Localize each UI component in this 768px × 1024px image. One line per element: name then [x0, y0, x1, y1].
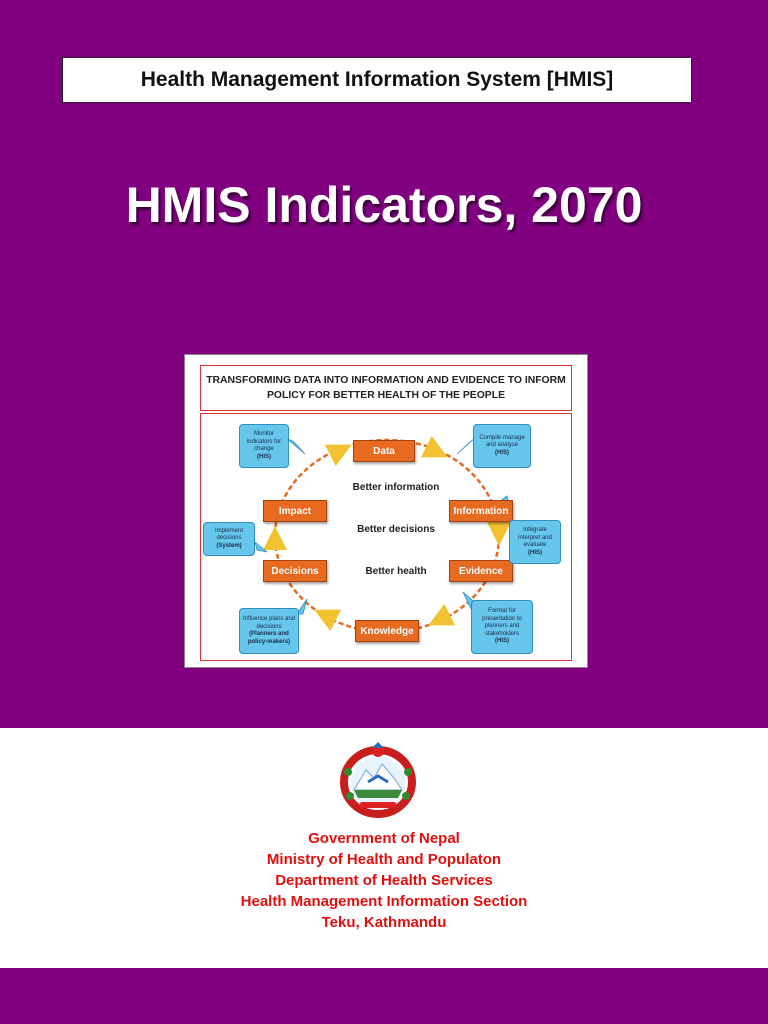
center-line-decisions: Better decisions: [357, 524, 435, 535]
callout-integrate-tag: (HIS): [528, 549, 542, 556]
callout-implement: [203, 522, 255, 556]
callout-monitor-text: Monitor indicators for change: [246, 431, 282, 452]
page-title: HMIS Indicators, 2070: [125, 177, 643, 233]
arrow-knowledge-decisions: [325, 615, 333, 619]
node-decisions: Decisions: [263, 560, 327, 582]
address-line-ministry: Ministry of Health and Populaton: [266, 851, 502, 868]
government-address: [0, 828, 768, 933]
node-evidence: Evidence: [449, 560, 513, 582]
callout-monitor: [239, 424, 289, 468]
callout-influence-tag: (Planners and policy-makers): [247, 631, 291, 645]
callout-format: [471, 600, 533, 654]
node-data: Data: [353, 440, 415, 462]
callout-influence: [239, 608, 299, 654]
callout-format-text: Format for presentation to planners and stakeholders: [482, 608, 522, 637]
header-banner: Health Management Information System [HMIS]: [62, 57, 692, 103]
callout-influence-text: Influence plans and decisions: [242, 616, 296, 630]
address-line-location: Teku, Kathmandu: [321, 914, 447, 931]
node-impact: Impact: [263, 500, 327, 522]
callout-format-tag: (HIS): [495, 638, 509, 645]
diagram-header: TRANSFORMING DATA INTO INFORMATION AND EVIDENCE TO INFORM POLICY FOR BETTER HEALTH OF THE PEOPLE: [200, 365, 572, 411]
diagram-body: [200, 413, 572, 661]
callout-implement-text: Implement decisions: [214, 527, 243, 542]
callout-compile-text: Compile manage and analyse: [479, 434, 525, 449]
nepal-emblem-icon: [338, 742, 418, 818]
cycle-diagram: [184, 354, 588, 668]
node-information: Information: [449, 500, 513, 522]
callout-compile-tag: (HIS): [495, 449, 509, 456]
callout-implement-tag: (System): [216, 542, 242, 549]
center-line-health: Better health: [365, 566, 427, 577]
callout-compile: [473, 424, 531, 468]
center-line-information: Better information: [352, 482, 440, 493]
node-knowledge: Knowledge: [355, 620, 419, 642]
address-line-department: Department of Health Services: [275, 872, 493, 889]
address-line-government: Government of Nepal: [308, 830, 460, 847]
address-line-section: Health Management Information Section: [240, 893, 528, 910]
callout-monitor-tag: (HIS): [257, 453, 271, 460]
cycle-ellipse: [275, 440, 499, 632]
arrow-evidence-knowledge: [439, 616, 447, 620]
callout-integrate: [509, 520, 561, 564]
callout-integrate-text: Integrate interpret and evaluate: [518, 527, 552, 548]
